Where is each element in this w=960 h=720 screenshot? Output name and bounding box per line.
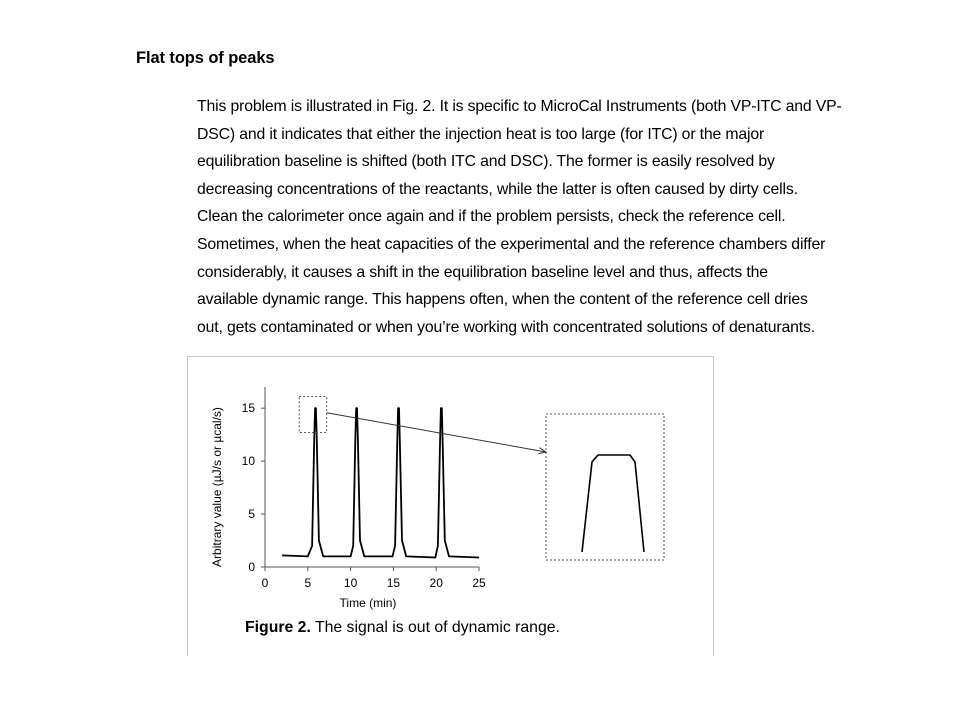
paragraph-line: Clean the calorimeter once again and if the problem persists, check the reference cell. — [197, 208, 786, 226]
figure-2 — [187, 356, 714, 656]
x-tick-label: 25 — [472, 576, 486, 590]
paragraph-line: equilibration baseline is shifted (both ITC and DSC). The former is easily resolved by — [197, 153, 775, 171]
paragraph-line: considerably, it causes a shift in the equilibration baseline level and thus, affects the — [197, 263, 768, 281]
chart-ticks — [242, 401, 486, 590]
paragraph-line: decreasing concentrations of the reactants, while the latter is often caused by dirty cells. — [197, 180, 798, 198]
figure-caption-text: The signal is out of dynamic range. — [310, 619, 560, 636]
paragraph-line: available dynamic range. This happens often, when the content of the reference cell dries — [197, 291, 808, 309]
figure-chart — [188, 357, 715, 657]
x-tick-label: 10 — [343, 576, 358, 590]
section-heading: Flat tops of peaks — [136, 49, 275, 67]
zoom-arrow-line — [327, 413, 546, 452]
chart-axes — [265, 387, 479, 567]
y-tick-label: 0 — [248, 560, 255, 574]
figure-caption-label: Figure 2. — [245, 619, 311, 636]
zoom-box — [299, 397, 326, 433]
y-axis-label: Arbitrary value (µJ/s or µcal/s) — [210, 407, 224, 567]
magnified-peak-line — [582, 455, 644, 552]
x-tick-label: 5 — [304, 576, 312, 590]
figure-caption — [245, 619, 560, 637]
x-tick-label: 20 — [429, 576, 443, 590]
body-paragraph — [197, 93, 897, 341]
paragraph-line: DSC) and it indicates that either the injection heat is too large (for ITC) or the major — [197, 125, 765, 143]
x-axis-label: Time (min) — [339, 596, 397, 610]
y-tick-label: 15 — [241, 401, 255, 416]
y-tick-label: 5 — [248, 507, 255, 522]
y-tick-label: 10 — [241, 454, 255, 469]
paragraph-line: This problem is illustrated in Fig. 2. It is specific to MicroCal Instruments (both VP-ITC and VP- — [197, 98, 842, 115]
x-tick-label: 0 — [261, 576, 269, 590]
chart-series — [282, 408, 479, 557]
signal-line — [282, 408, 479, 557]
paragraph-line: Sometimes, when the heat capacities of the experimental and the reference chambers differ — [197, 235, 826, 253]
paragraph-line: out, gets contaminated or when you’re working with concentrated solutions of denaturants. — [197, 318, 816, 336]
x-tick-label: 15 — [386, 576, 401, 590]
inset-box — [546, 414, 664, 560]
